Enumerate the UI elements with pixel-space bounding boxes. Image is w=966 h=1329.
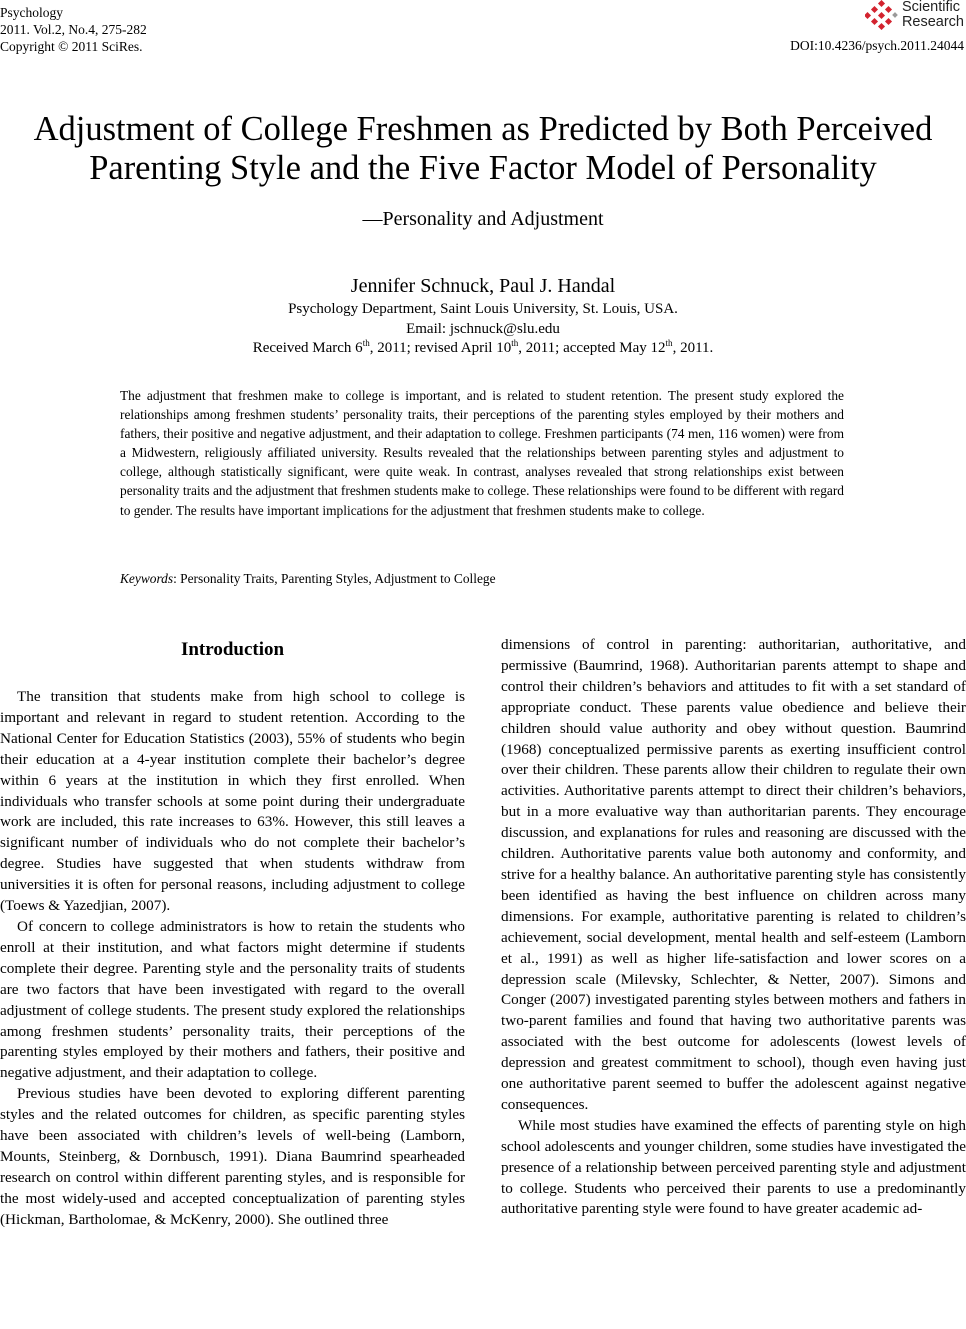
keywords-text: : Personality Traits, Parenting Styles, Adjustment to College (173, 571, 496, 586)
received-dates (0, 339, 966, 359)
abstract-text: The adjustment that freshmen make to college is important, and is related to student retention. The present study explored the relationships among freshmen students’ personality traits, their perceptions of the parenting styles employed by their mothers and fathers, their positive and negative adjustment, and their adaptation to college. Freshmen participants (74 men, 116 women) were from a Midwestern, religiously affiliated university. Results revealed that the relationships between parenting styles and adjustment to college, although statistically significant, were quite weak. In contrast, analyses revealed that strong relationships exist between personality traits and the adjustment that freshmen students make to college. These relationships were found to be different with regard to gender. The results have important implications for the adjustment that freshmen students make to college. (120, 388, 844, 518)
paragraph: Previous studies have been devoted to exploring different parenting styles and the related outcomes for children, as specific parenting styles have been associated with children’s levels of well-being (Lamborn, Mounts, Steinberg, & Dornbusch, 1991). Diana Baumrind spearheaded research on control within different parenting styles, and is responsible for the most widely-used and accepted conceptualization of parenting styles (Hickman, Bartholomae, & McKenry, 2000). She outlined three (0, 1085, 465, 1228)
section-heading-introduction: Introduction (180, 639, 285, 660)
left-column (0, 636, 465, 1231)
article-subtitle: —Personality and Adjustment (362, 208, 604, 230)
journal-name: Psychology (0, 5, 64, 20)
journal-volume: 2011. Vol.2, No.4, 275-282 (0, 22, 147, 37)
affiliation: Psychology Department, Saint Louis University, St. Louis, USA. (288, 301, 678, 317)
paragraph: The transition that students make from high school to college is important and relevant in regard to student retention. According to the National Center for Education Statistics (2003), 55% of students who begin their education at a 4-year institution complete their bachelor’s degree within 6 years at the institution in which they first enrolled. When individuals who transfer schools at some point during their undergraduate work are included, this rate increases to 63%. However, this still leaves a significant number of individuals who do not complete their bachelor’s degree. Studies have suggested that when students withdraw from universities it is often for personal reasons, including adjustment to college (Toews & Yazedjian, 2007). (0, 688, 465, 915)
publisher-line-1: Scientific (901, 0, 960, 15)
keywords (120, 569, 844, 588)
paragraph: dimensions of control in parenting: authoritarian, authoritative, and permissive (Baumrind, 1968). Authoritarian parents attempt to shape and control their children’s behaviors and attitudes to fit with a set standard of appropriate conduct. These parents value obedience and believe their children should value authority and obey without question. Baumrind (1968) conceptualized permissive parents as exerting insufficient control over their children. These parents allow their children to regulate their own activities. Authoritative parents attempt to direct their children’s behaviors, but in a more evaluative way than authoritarian parents. They encourage discussion, and explanations for rules and reasoning are discussed with the children. Authoritative parents value both autonomy and conformity, and strive for a healthy balance. An authoritative parenting style has consistently been identified as having the best influence on children across many dimensions. For example, authoritative parenting is related to children’s achievement, social development, mental health and self-esteem (Lamborn et al., 1991) as well as higher life-satisfaction and lower scores on a depression scale (Milevsky, Schlechter, & Netter, 2007). Simons and Conger (2007) investigated parenting styles between mothers and fathers in two-parent families and found that having two authoritative parents was associated with the best outcome for adolescents (lowest levels of depression and greatest commitment to school), though even having just one authoritative parent seemed to buffer the adolescent against negative consequences. (501, 636, 966, 1113)
right-column (501, 635, 966, 1220)
publisher-name (902, 0, 964, 30)
paragraph: Of concern to college administrators is how to retain the students who enroll at their institution, and what factors might determine if students complete their degree. Parenting style and the personality traits of students are two factors that have been investigated with regard to the overall adjustment of college students. The present study explored the relationships among freshmen students’ personality traits, their perceptions of the parenting styles employed by their mothers and fathers, their positive and negative adjustment, and their adaptation to college. (0, 917, 465, 1082)
journal-header (0, 4, 147, 55)
author-info (0, 300, 966, 359)
authors: Jennifer Schnuck, Paul J. Handal (350, 275, 616, 297)
accepted-label: , 2011; accepted May 12 (518, 340, 666, 356)
article-title: Adjustment of College Freshmen as Predicted by Both Perceived Parenting Style and the Five Factor Model of Personality (33, 110, 933, 187)
revised-sup: th (511, 338, 519, 348)
abstract (120, 386, 844, 520)
diamond-cluster-logo-icon (865, 0, 898, 30)
paragraph: While most studies have examined the effects of parenting style on high school adolescents and younger children, some studies have investigated the presence of a relationship between perceived parenting style and adjustment to college. Students who perceived their parents to use a predominantly authoritative parenting style were found to have greater academic ad- (501, 1116, 966, 1218)
accepted-sup: th (665, 338, 673, 348)
doi: DOI:10.4236/psych.2011.24044 (790, 38, 964, 53)
received-sup: th (362, 338, 370, 348)
copyright: Copyright © 2011 SciRes. (0, 39, 143, 54)
publisher-logo (865, 0, 964, 30)
received-label: Received March 6 (252, 340, 363, 356)
received-end: , 2011. (672, 340, 714, 356)
keywords-label: Keywords (120, 571, 174, 586)
email: Email: jschnuck@slu.edu (406, 320, 560, 337)
revised-label: , 2011; revised April 10 (369, 340, 512, 356)
publisher-line-2: Research (901, 14, 964, 30)
